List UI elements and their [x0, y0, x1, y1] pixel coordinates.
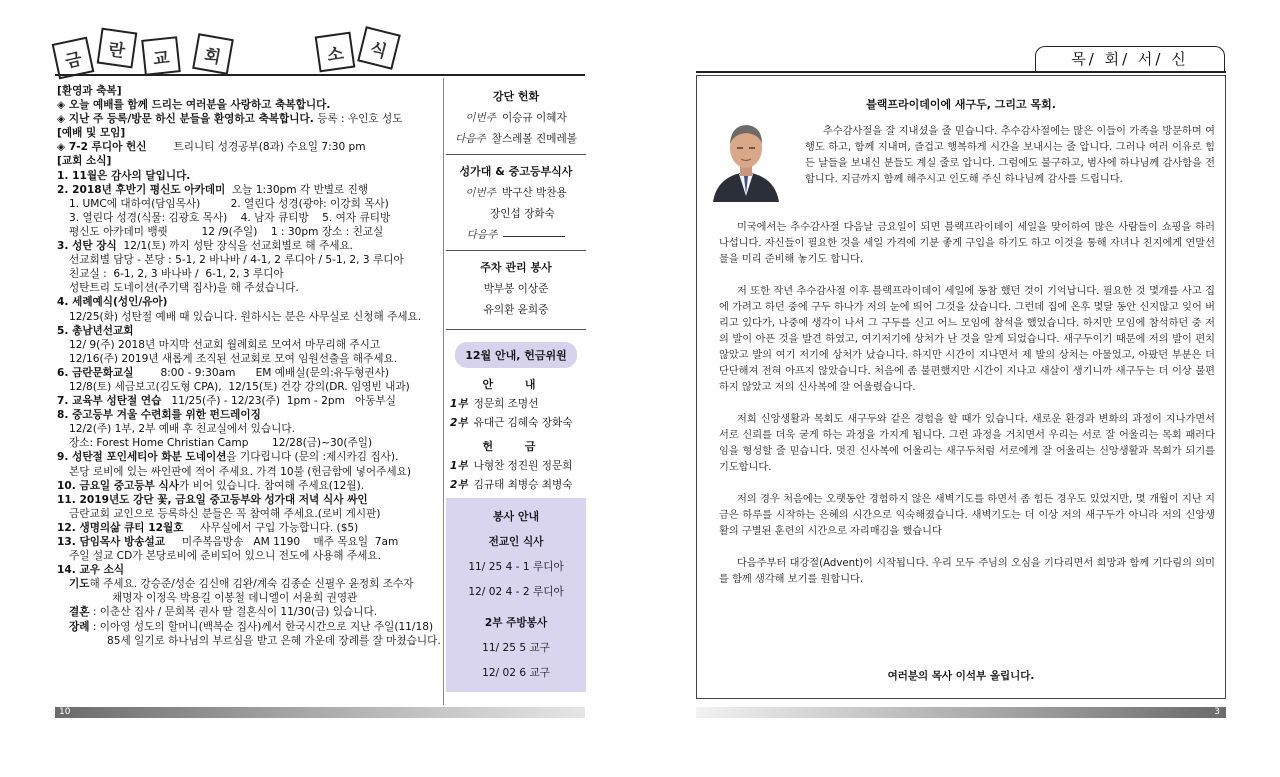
news-column	[57, 84, 442, 648]
welcome-line	[57, 112, 442, 126]
names: 박구산 박찬용	[501, 187, 567, 199]
news-item-title: 13. 담임목사 방송설교	[57, 536, 166, 548]
guide-row	[446, 396, 586, 411]
news-item-title: 14. 교우 소식	[57, 564, 125, 577]
column-divider	[443, 78, 444, 705]
worship-line	[57, 140, 442, 154]
meal-schedule: 11/ 25 4 - 1 루디아	[468, 561, 564, 573]
service-box	[446, 498, 586, 692]
week-label: 다음주	[455, 133, 486, 145]
news-item-subline: 친교실 : 6-1, 2, 3 바나바 / 6-1, 2, 3 루디아	[69, 268, 284, 281]
worship-detail: 트리니티 성경공부(8과) 수요일 7:30 pm	[173, 141, 366, 154]
title-char-box: 교	[141, 36, 181, 76]
news-item-subline: 12/25(화) 성탄절 예배 때 있습니다. 원하시는 분은 사무실로 신청해 주세요.	[69, 310, 422, 323]
welcome-line: ◈ 오늘 예배를 함께 드리는 여러분을 사랑하고 축복합니다.	[57, 99, 331, 112]
service-sidebar	[446, 80, 586, 692]
divider	[446, 250, 586, 251]
letter-paragraph: 저희 신앙생활과 목회도 새구두와 같은 경험을 할 때가 있습니다. 새로운 환경과 변화의 과정이 지나가면서 서로 신뢰를 더욱 굳게 하는 과정을 가지게 됩니다. 그런 과정을 거치면서 우리는 서로 잘 어울리는 목회 패러다임을 형성할 줄 믿습니다. 멋진 신사복에 어울리는 새구두처럼 서로에게 잘 어울리는 신앙생활과 목회가 되기를 기도합니다.	[719, 414, 1215, 473]
news-item-title: 2. 2018년 후반기 평신도 아카데미	[57, 183, 226, 196]
news-item-subline: 성탄트리 도네이션(주기택 집사)을 해 주셨습니다.	[69, 282, 299, 295]
meal-this-week	[446, 185, 586, 200]
parking-heading: 주차 관리 봉사	[480, 261, 552, 274]
prayer-label: 기도	[69, 578, 90, 591]
pulpit-flower-heading: 강단 헌화	[492, 90, 540, 103]
flower-next-week	[446, 131, 586, 146]
news-item-subline: 12/ 9(주) 2018년 마지막 선교회 월례회로 모여서 마무리해 주시고	[69, 338, 381, 351]
news-item-detail: 11/25(주) - 12/23(주) 1pm - 2pm 아동부실	[161, 395, 396, 408]
kitchen-schedule: 11/ 25 5 교구	[482, 642, 550, 654]
choir-meal-heading: 성가대 & 중고등부식사	[459, 165, 573, 178]
news-item-title: 9. 성탄절 포인세티아 화분 도네이션	[57, 451, 227, 464]
news-item-title: 11. 2019년도 강단 꽃, 금요일 중고등부와 성가대 저녁 식사 싸인	[57, 493, 368, 506]
title-char-box: 소	[315, 32, 356, 73]
news-item-subline: 12/2(주) 1부, 2부 예배 후 친교실에서 있습니다.	[69, 423, 295, 436]
news-item-subline: 1. UMC에 대하여(담임목사) 2. 열린다 성경(광야: 이강희 목사)	[69, 197, 389, 210]
funeral-label: 장례	[69, 620, 90, 633]
blank-line	[503, 227, 565, 237]
part-label: 2부	[450, 417, 468, 429]
worship-heading: [예배 및 모임]	[57, 127, 126, 140]
page-number: 10	[59, 707, 71, 717]
offering-row	[446, 458, 586, 473]
news-item-title: 6. 금란문화교실	[57, 366, 134, 379]
news-item-subline: 12/16(주) 2019년 새롭게 조직된 선교회로 모여 임원선출을 해주세요.	[69, 352, 398, 365]
news-item-title: 5. 총남년선교회	[57, 324, 134, 337]
news-item-subline: 12/8(토) 세금보고(김도형 CPA), 12/15(토) 건강 강의(DR. 임영빈 내과)	[69, 380, 410, 393]
news-item-detail: 12/1(토) 까지 성탄 장식을 선교회별로 해 주세요.	[116, 240, 354, 253]
worship-title: ◈ 7-2 루디아 헌신	[57, 141, 147, 154]
letter-paragraph: 다음주부터 대강절(Advent)이 시작됩니다. 우리 모두 주님의 오심을 기다리면서 희망과 함께 기다림의 의미를 함께 생각해 보기를 원합니다.	[719, 558, 1215, 585]
news-item	[57, 169, 442, 183]
names: 장인섭 장화숙	[490, 208, 555, 220]
news-item-subline: 3. 열린다 성경(식물: 김광호 목사) 4. 남자 큐티방 5. 여자 큐티방	[69, 211, 391, 224]
news-item	[57, 535, 442, 549]
news-list	[57, 169, 442, 578]
service-heading: 봉사 안내	[492, 510, 540, 523]
news-item	[57, 239, 442, 253]
news-item-detail: 미주복음방송 AM 1190 매주 목요일 7am	[165, 536, 399, 548]
prayer-line: 채명자 이정옥 박용길 이봉철 데니엘이 서윤희 권영관	[112, 592, 358, 605]
meal-next-week	[446, 227, 586, 242]
news-item	[57, 493, 442, 507]
part-label: 2부	[450, 479, 468, 491]
news-item-title: 3. 성탄 장식	[57, 240, 117, 253]
title-char-box: 란	[97, 28, 138, 69]
letter-intro	[805, 124, 1215, 204]
title-char-box: 회	[192, 33, 234, 75]
news-item	[57, 408, 442, 422]
names: 김규태 최병승 최병숙	[473, 479, 573, 491]
news-item	[57, 563, 442, 577]
news-item-detail: 가 비어 있습니다. 참여해 주세요(12월).	[178, 479, 365, 492]
names: 유대근 김혜숙 장화숙	[473, 417, 573, 429]
news-item	[57, 521, 442, 535]
letter-paragraph: 미국에서는 추수감사절 다음날 금요일이 되면 블랙프라이데이 세일을 맞이하여 많은 사람들이 쇼핑을 하러 나섭니다. 자신들이 필요한 것을 세일 가격에 기분 좋게 구입을 하기도 하고 이것을 통해 자녀나 친지에게 연말선물을 미리 준비해 놓기도 합니다.	[719, 222, 1215, 265]
news-item	[57, 479, 442, 493]
pastor-letter	[696, 75, 1226, 699]
week-label: 다음주	[466, 229, 498, 241]
news-item-title: 8. 중고등부 겨울 수련회를 위한 펀드레이징	[57, 409, 261, 422]
news-item	[57, 366, 442, 380]
footer-bar-right	[696, 707, 1226, 718]
guide-row	[446, 415, 586, 430]
title-char-box: 식	[357, 26, 401, 70]
title-char-box: 금	[52, 37, 95, 80]
news-item	[57, 450, 442, 464]
news-item-title: 1. 11월은 감사의 달입니다.	[57, 169, 191, 182]
news-item-title: 12. 생명의삶 큐티 12월호	[57, 521, 184, 534]
title-rule	[696, 71, 1226, 73]
divider	[446, 329, 586, 330]
pastor-portrait	[709, 112, 783, 202]
title-rule	[55, 74, 585, 76]
evangelism-meal-heading: 전교인 식사	[488, 536, 544, 548]
kitchen-heading: 2부 주방봉사	[484, 617, 548, 629]
news-item-title: 4. 세례예식(성인/유아)	[57, 296, 168, 309]
welcome-heading: [환영과 축복]	[57, 85, 122, 97]
page-number: 3	[1214, 707, 1220, 717]
funeral-text: : 이아영 성도의 할머니(백복순 집사)께서 한국시간으로 지난 주일(11/18)	[89, 620, 434, 633]
news-item-subline: 선교회별 담당 - 본당 : 5-1, 2 바나바 / 4-1, 2 루디아 / 5-1, 2, 3 루디아	[69, 254, 404, 267]
guide-heading: 안 내	[482, 378, 550, 391]
letter-body	[719, 220, 1215, 604]
names: 나형찬 정진원 정문희	[473, 460, 573, 472]
part-label: 1부	[450, 398, 468, 410]
letter-paragraph: 추수감사절을 잘 지내셨을 줄 믿습니다. 추수감사절에는 많은 이들이 가족을 방문하며 여행도 하고, 함께 지내며, 즐겁고 행복하게 시간을 보내시는 줄 압니다. 그러나 여러 이유로 힘든 날들을 보내신 분들도 계실 줄로 압니다. 그럼에도 불구하고, 범사에 하나님께 감사함을 전합니다. 지금까지 함께 해주시고 인도해 주신 하나님께 감사를 드립니다.	[805, 126, 1215, 185]
news-item	[57, 295, 442, 309]
news-item	[57, 324, 442, 338]
news-item-detail: 8:00 - 9:30am EM 예배실(문의:유두형권사)	[133, 366, 389, 379]
footer-bar-left	[55, 707, 585, 718]
parking-names: 유의환 윤희중	[483, 304, 549, 316]
news-item-detail: 사무실에서 구입 가능합니다. ($5)	[183, 521, 359, 534]
names: 이승규 이혜자	[501, 112, 567, 124]
meal-this-week-2	[446, 206, 586, 221]
news-item-subline: 금란교회 교인으로 등록하신 분들은 꼭 참여해 주세요.(로비 게시판)	[69, 507, 381, 520]
funeral-line	[57, 620, 442, 634]
news-item-subline: 평신도 아카데미 뱅퀏 12 /9(주일) 1 : 30pm 장소 : 친교실	[69, 225, 384, 238]
meal-schedule: 12/ 02 4 - 2 루디아	[468, 586, 564, 598]
news-item-subline: 장소: Forest Home Christian Camp 12/28(금)~30(주일)	[69, 437, 373, 450]
news-item	[57, 183, 442, 197]
wedding-label: 결혼	[69, 606, 90, 619]
wedding-line	[57, 605, 442, 619]
letter-title: 블랙프라이데이에 새구두, 그리고 목회.	[866, 98, 1056, 111]
offering-row	[446, 477, 586, 492]
wedding-text: : 이춘산 집사 / 문희복 권사 딸 결혼식이 11/30(금) 있습니다.	[89, 606, 378, 619]
names: 찰스레볼 진메레볼	[491, 133, 577, 145]
news-heading: [교회 소식]	[57, 155, 112, 168]
week-label: 이번주	[465, 112, 496, 124]
names: 정문희 조명선	[473, 398, 539, 410]
funeral-line: 85세 일기로 하나님의 부르심을 받고 은혜 가운데 장례를 잘 마쳤습니다.	[107, 634, 441, 647]
news-item	[57, 394, 442, 408]
letter-paragraph: 저의 경우 처음에는 오랫동안 경험하지 않은 새벽기도를 하면서 좀 힘든 경우도 있었지만, 몇 개월이 지난 지금은 하루를 시작하는 은혜의 시간으로 익숙해졌습니다. 새벽기도는 더 이상 저의 새구두가 아니라 저의 신앙생활의 구별된 훈련의 시간으로 자리매김을 했습니다	[719, 494, 1215, 537]
news-item-title: 10. 금요일 중고등부 식사	[57, 479, 179, 492]
section-title: 목/ 회/ 서/ 신	[1035, 46, 1225, 72]
offering-heading: 헌 금	[482, 440, 550, 453]
kitchen-schedule: 12/ 02 6 교구	[482, 667, 550, 679]
letter-signature: 여러분의 목사 이석부 올립니다.	[887, 670, 1035, 682]
welcome-text: ◈ 지난 주 등록/방문 하신 분들을 환영하고 축복합니다.	[57, 113, 314, 126]
part-label: 1부	[450, 460, 468, 472]
newsletter-title	[55, 30, 435, 80]
parking-names: 박부봉 이상준	[483, 283, 549, 295]
news-item-title: 7. 교육부 성탄절 연습	[57, 395, 162, 408]
week-label: 이번주	[465, 187, 496, 199]
news-item-subline: 주일 설교 CD가 본당로비에 준비되어 있으니 전도에 사용해 주세요.	[69, 550, 381, 563]
prayer-text: 해 주세요. 강승준/성순 김신애 김완/계숙 김종순 신필우 윤정희 조수자	[89, 578, 414, 591]
news-item-detail: 을 기다립니다 (문의 :제시카김 집사).	[226, 451, 399, 464]
december-badge: 12월 안내, 헌금위원	[455, 342, 577, 368]
news-item-subline: 본당 로비에 있는 싸인판에 적어 주세요. 가격 10불 (헌금함에 넣어주세요)	[69, 465, 411, 478]
prayer-line	[57, 577, 442, 591]
news-item-detail: 오늘 1:30pm 각 반별로 진행	[225, 183, 369, 196]
flower-this-week	[446, 110, 586, 125]
registration: 등록 : 우인호 성도	[313, 113, 403, 126]
divider	[446, 154, 586, 155]
letter-paragraph: 저 또한 작년 추수감사절 이후 블랙프라이데이 세일에 동참 했던 것이 기억납니다. 필요한 것 몇개를 사고 집에 가려고 하던 중에 구두 하나가 저의 눈에 띄어 그것을 샀습니다. 그런데 집에 온후 몇달 동안 신지않고 잊어 버리고 있다가, 나중에 생각이 나서 그 구두를 신고 어느 모임에 참석을 했었습니다. 하지만 모임에 참석하던 중 저의 발이 아픈 것을 발견 하였고, 여기저기에 상처가 난 것을 알게 되었습니다. 새구두이기 때문에 저의 발이 편치 않았고 발의 여기 저기에 상처가 났습니다. 하지만 시간이 지나면서 제 발의 상처는 아물었고, 아팠던 부분은 더 단단해져 전혀 아프지 않았습니다. 처음에 좀 불편했지만 시간이 지나고 새살이 생기니까 새구두는 더 이상 불편하지 않았고 저의 신사복에 잘 어울렸습니다.	[719, 286, 1215, 393]
